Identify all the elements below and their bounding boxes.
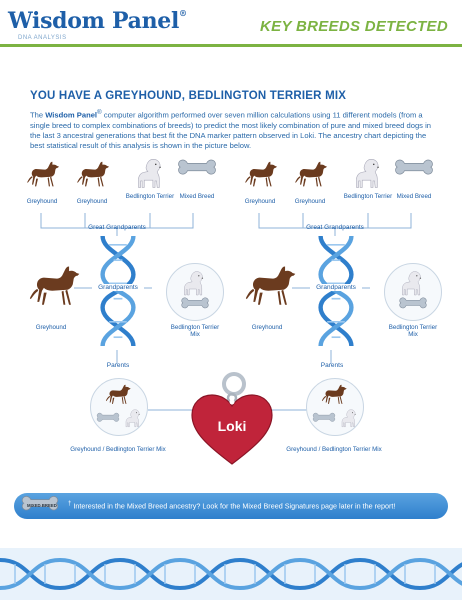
- brand-name: Wisdom Panel: [8, 8, 180, 34]
- footer-note: [68, 501, 395, 510]
- page-title: KEY BREEDS DETECTED: [260, 18, 448, 35]
- grandparents-label: Grandparents: [92, 284, 144, 291]
- brand-subtitle: DNA ANALYSIS: [18, 35, 67, 41]
- greyhound-icon: [76, 157, 112, 193]
- ggp-label-3: Bedlington Terrier: [125, 193, 175, 200]
- ggp-label-1: Greyhound: [26, 198, 58, 205]
- greyhound-icon: [321, 383, 349, 407]
- grandparents-label: Grandparents: [310, 284, 362, 291]
- parent-circle: [306, 378, 364, 436]
- parent-label: Greyhound / Bedlington Terrier Mix: [286, 446, 382, 453]
- gp-label-1: Greyhound: [35, 324, 67, 331]
- mixed-breed-bone-icon: [311, 411, 337, 427]
- section-title: YOU HAVE A GREYHOUND, BEDLINGTON TERRIER MIX: [30, 90, 347, 102]
- decorative-dna-band: [0, 548, 462, 600]
- great-grandparents-label: Great Grandparents: [306, 224, 364, 231]
- footnote-mark: †: [68, 501, 72, 507]
- dna-helix-icon: [314, 232, 358, 350]
- greyhound-icon: [28, 262, 84, 312]
- ggp-label-2: Greyhound: [294, 198, 326, 205]
- ggp-label-3: Bedlington Terrier: [343, 193, 393, 200]
- bone-tag-label: MIXED BREED: [27, 503, 57, 508]
- greyhound-icon: [294, 157, 330, 193]
- parent-label: Greyhound / Bedlington Terrier Mix: [70, 446, 166, 453]
- description-brand: Wisdom Panel: [45, 110, 98, 120]
- brand-logo: Wisdom Panel®: [8, 8, 187, 34]
- mixed-breed-bone-icon: [179, 296, 211, 314]
- greyhound-icon: [244, 262, 300, 312]
- dog-name: Loki: [217, 418, 247, 434]
- ggp-label-4: Mixed Breed: [396, 193, 432, 200]
- grandparent-mix-circle: [166, 263, 224, 321]
- gp-label-2: Bedlington Terrier Mix: [388, 324, 438, 338]
- footer-note-text: Interested in the Mixed Breed ancestry? Look for the Mixed Breed Signatures page later in the report!: [73, 501, 396, 511]
- ggp-label-2: Greyhound: [76, 198, 108, 205]
- greyhound-icon: [244, 157, 280, 193]
- bedlington-icon: [337, 407, 361, 429]
- description: The Wisdom Panel® computer algorithm performed over seven million calculations using 11 different models (from a single breed to complex combinations of breeds) to predict the most likely combination of pure and mixed breed dogs in the last 3 ancestral generations that best fit the DNA marker pattern observed in Loki. The ancestry chart depicting the best statistical result of this analysis is shown in the picture below.: [30, 109, 432, 151]
- bedlington-icon: [121, 407, 145, 429]
- parents-label: Parents: [320, 362, 344, 369]
- grandparent-mix-circle: [384, 263, 442, 321]
- parents-label: Parents: [106, 362, 130, 369]
- mixed-breed-bone-icon: [175, 157, 219, 183]
- gp-label-2: Bedlington Terrier Mix: [170, 324, 220, 338]
- great-grandparents-label: Great Grandparents: [88, 224, 146, 231]
- mixed-breed-bone-icon: [392, 157, 436, 183]
- mixed-breed-bone-icon: [95, 411, 121, 427]
- bedlington-icon: [395, 268, 429, 298]
- greyhound-icon: [105, 383, 133, 407]
- bedlington-icon: [132, 155, 168, 191]
- ggp-label-4: Mixed Breed: [179, 193, 215, 200]
- gp-label-1: Greyhound: [251, 324, 283, 331]
- mixed-breed-bone-icon: [397, 296, 429, 314]
- description-text: computer algorithm performed over seven million calculations using 11 different models (from a single breed to complex combinations of breeds) to predict the most likely combination of pure and mixed breed dogs in the last 3 ancestral generations that best fit the DNA marker pattern observed in Loki. The ancestry chart depicting the best statistical result of this analysis is shown in the picture below.: [30, 110, 432, 151]
- ggp-label-1: Greyhound: [244, 198, 276, 205]
- bedlington-icon: [177, 268, 211, 298]
- parent-circle: [90, 378, 148, 436]
- dna-helix-icon: [96, 232, 140, 350]
- bedlington-icon: [350, 155, 386, 191]
- greyhound-icon: [26, 157, 62, 193]
